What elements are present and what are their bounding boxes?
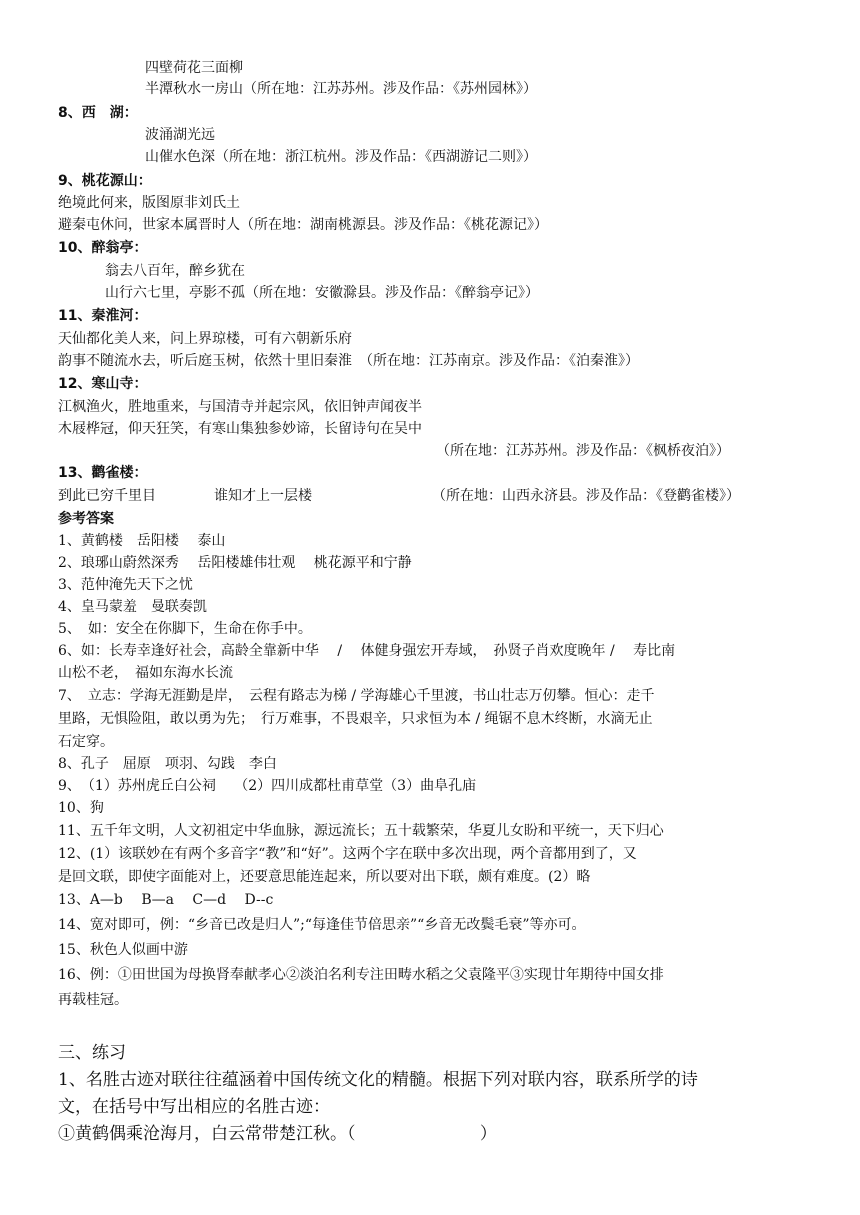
couplet-line: 避秦屯休问，世家本属晋时人（所在地：湖南桃源县。涉及作品：《桃花源记》）	[58, 217, 548, 233]
couplet-note: （所在地：江苏苏州。涉及作品：《枫桥夜泊》）	[436, 443, 730, 459]
couplet-line: 四壁荷花三面柳	[145, 60, 243, 76]
answer-item: 14、宽对即可，例：“乡音已改是归人”;“每逢佳节倍思亲”“乡音无改鬓毛衰”等亦可。	[58, 917, 586, 933]
couplet-line: 到此已穷千里目	[58, 488, 156, 504]
answer-item: 山松不老， 福如东海水长流	[58, 665, 233, 681]
answer-item: 2、琅琊山蔚然深秀 岳阳楼雄伟壮观 桃花源平和宁静	[58, 555, 412, 571]
couplet-line: 绝境此何来，版图原非刘氏土	[58, 195, 240, 211]
couplet-line: 天仙都化美人来，问上界琼楼，可有六朝新乐府	[58, 331, 352, 347]
answer-item: 7、 立志：学海无涯勤是岸， 云程有路志为梯 / 学海雄心千里渡，书山壮志万仞攀。恒心：走千	[58, 688, 655, 704]
practice-question: ①黄鹤偶乘沧海月，白云常带楚江秋。（ ）	[58, 1124, 497, 1144]
answer-item: 1、黄鹤楼 岳阳楼 泰山	[58, 533, 226, 549]
answer-item: 15、秋色人似画中游	[58, 942, 188, 958]
practice-heading: 三、练习	[58, 1043, 126, 1063]
couplet-line: 韵事不随流水去，听后庭玉树，依然十里旧秦淮 （所在地：江苏南京。涉及作品：《泊秦淮》）	[58, 353, 639, 369]
answer-item: 5、 如：安全在你脚下，生命在你手中。	[58, 621, 312, 637]
answer-item: 4、皇马蒙羞 曼联奏凯	[58, 599, 207, 615]
answer-item: 6、如：长寿幸逢好社会，高龄全靠新中华 / 体健身强宏开寿域， 孙贤子肖欢度晚年 / 寿比南	[58, 643, 676, 659]
couplet-line: 山催水色深（所在地：浙江杭州。涉及作品：《西湖游记二则》）	[145, 149, 537, 165]
answers-heading: 参考答案	[58, 511, 114, 527]
couplet-line: 波涌湖光远	[145, 127, 215, 143]
answer-item: 10、狗	[58, 800, 104, 816]
couplet-line: 翁去八百年，醉乡犹在	[105, 263, 245, 279]
section-heading: 11、秦淮河：	[58, 308, 148, 324]
answer-item: 里路，无惧险阻，敢以勇为先； 行万难事，不畏艰辛，只求恒为本 / 绳锯不息木终断，水滴无止	[58, 711, 653, 727]
answer-item: 11、五千年文明，人文初祖定中华血脉，源远流长；五十载繁荣，华夏儿女盼和平统一，天下归心	[58, 823, 664, 839]
answer-item: 16、例：①田世国为母换肾奉献孝心②淡泊名利专注田畴水稻之父袁隆平③实现廿年期待中国女排	[58, 967, 664, 983]
answer-item: 再载桂冠。	[58, 992, 128, 1008]
couplet-line: 半潭秋水一房山（所在地：江苏苏州。涉及作品：《苏州园林》）	[145, 81, 537, 97]
section-heading: 10、醉翁亭：	[58, 240, 148, 256]
answer-item: 12、(1）该联妙在有两个多音字“教”和“好”。这两个字在联中多次出现，两个音都用到了，又	[58, 846, 637, 862]
practice-question: 文，在括号中写出相应的名胜古迹：	[58, 1097, 330, 1117]
section-heading: 13、鹳雀楼：	[58, 465, 148, 481]
answer-item: 9、 （1）苏州虎丘白公祠 （2）四川成都杜甫草堂（3）曲阜孔庙	[58, 778, 477, 794]
practice-question: 1、名胜古迹对联往往蕴涵着中国传统文化的精髓。根据下列对联内容，联系所学的诗	[58, 1070, 698, 1090]
section-heading: 9、桃花源山：	[58, 173, 152, 189]
answer-item: 13、A—b B—a C—d D--c	[58, 892, 274, 908]
answer-item: 是回文联，即使字面能对上，还要意思能连起来，所以要对出下联，颇有难度。(2）略	[58, 869, 591, 885]
couplet-note: （所在地：山西永济县。涉及作品：《登鹳雀楼》）	[432, 488, 740, 504]
answer-item: 3、范仲淹先天下之忧	[58, 577, 193, 593]
section-heading: 8、西 湖：	[58, 105, 138, 121]
couplet-line: 江枫渔火，胜地重来，与国清寺并起宗风，依旧钟声闻夜半	[58, 399, 422, 415]
answer-item: 石定穿。	[58, 734, 114, 750]
answer-item: 8、孔子 屈原 项羽、勾践 李白	[58, 756, 277, 772]
couplet-line: 山行六七里，亭影不孤（所在地：安徽滁县。涉及作品：《醉翁亭记》）	[105, 285, 539, 301]
couplet-line: 木屐桦冠，仰天狂笑，有寒山集独参妙谛，长留诗句在吴中	[58, 421, 422, 437]
section-heading: 12、寒山寺：	[58, 376, 148, 392]
couplet-line: 谁知才上一层楼	[214, 488, 312, 504]
